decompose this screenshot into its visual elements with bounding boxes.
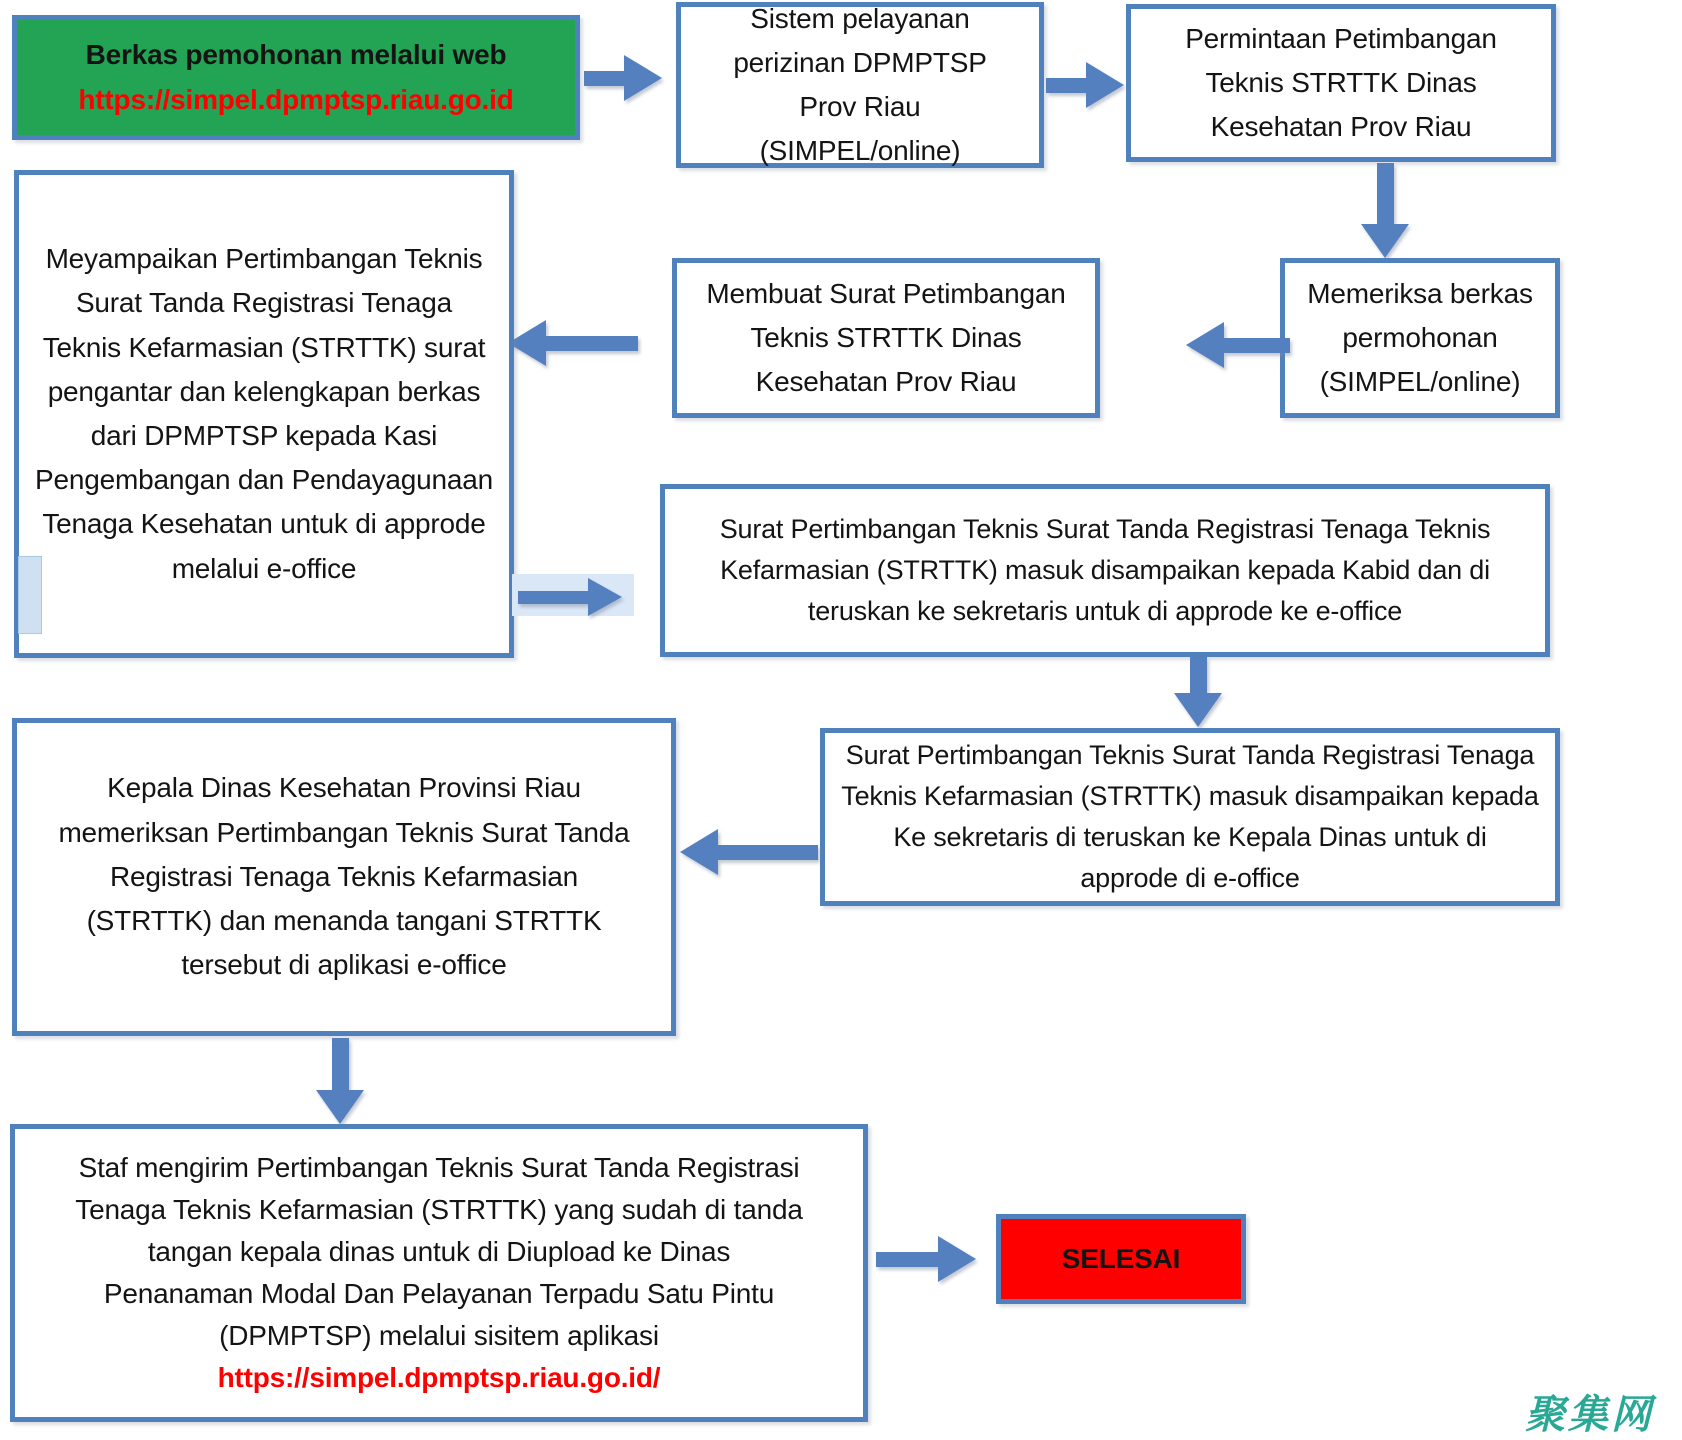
node-memeriksa <box>1280 258 1560 418</box>
arrow-permintaan-to-memeriksa <box>1361 163 1409 258</box>
node-start <box>12 15 580 140</box>
node-permintaan <box>1126 4 1556 162</box>
arrow-stem <box>718 845 818 860</box>
node-surat-kabid <box>660 484 1550 657</box>
node-membuat-label: Membuat Surat Petimbangan Teknis STRTTK Dinas Kesehatan Prov Riau <box>706 277 1066 398</box>
node-meyampaikan-label: Meyampaikan Pertimbangan Teknis Surat Tanda Registrasi Tenaga Teknis Kefarmasian (STRTTK) surat pengantar dan kelengkapan berkas dari DPMPTSP kepada Kasi Pengembangan dan Pendayagunaan Tenaga Kesehatan untuk di approde melalui e-office <box>35 243 493 584</box>
arrow-simpel-to-permintaan <box>1046 62 1124 108</box>
node-kepala-dinas-label: Kepala Dinas Kesehatan Provinsi Riau memeriksan Pertimbangan Teknis Surat Tanda Registrasi Tenaga Teknis Kefarmasian (STRTTK) dan menanda tangani STRTTK tersebut di aplikasi e-office <box>58 772 630 981</box>
arrow-head <box>680 829 718 875</box>
arrow-head <box>1086 62 1124 108</box>
node-staf-url: https://simpel.dpmptsp.riau.go.id/ <box>217 1362 661 1393</box>
node-staf <box>10 1124 868 1422</box>
node-simpel-label: Sistem pelayanan perizinan DPMPTSP Prov Riau (SIMPEL/online) <box>733 2 987 167</box>
selection-artifact-rect <box>18 556 42 634</box>
arrow-head <box>316 1090 364 1124</box>
node-selesai <box>996 1214 1246 1304</box>
node-staf-text <box>15 1147 863 1399</box>
arrow-stem <box>1224 338 1290 353</box>
arrow-kepala-dinas-to-staf <box>316 1038 364 1124</box>
watermark-text: 聚集网 <box>1525 1393 1654 1437</box>
arrow-stem <box>1190 657 1207 693</box>
arrow-stem <box>584 71 624 86</box>
node-surat-sekretaris <box>820 728 1560 906</box>
node-permintaan-label: Permintaan Petimbangan Teknis STRTTK Dinas Kesehatan Prov Riau <box>1185 22 1497 143</box>
node-start-label: Berkas pemohonan melalui web <box>85 39 507 71</box>
arrow-staf-to-selesai <box>876 1236 976 1282</box>
node-surat-kabid-label: Surat Pertimbangan Teknis Surat Tanda Registrasi Tenaga Teknis Kefarmasian (STRTTK) masuk disampaikan kepada Kabid dan di teruskan ke sekretaris untuk di approde ke e-office <box>719 513 1491 627</box>
node-membuat <box>672 258 1100 418</box>
arrow-head <box>938 1236 976 1282</box>
arrow-memeriksa-to-membuat <box>1186 322 1290 368</box>
node-meyampaikan <box>14 170 514 658</box>
node-memeriksa-label: Memeriksa berkas permohonan (SIMPEL/online) <box>1307 277 1533 398</box>
arrow-stem <box>518 591 588 604</box>
arrow-head <box>588 578 622 616</box>
node-start-url: https://simpel.dpmptsp.riau.go.id <box>78 83 514 115</box>
arrow-stem <box>1377 163 1394 224</box>
arrow-stem <box>1046 78 1086 93</box>
arrow-surat-sekretaris-to-kepala-dinas <box>680 829 818 875</box>
arrow-head <box>624 55 662 101</box>
arrow-stem <box>546 336 638 351</box>
arrow-membuat-to-meyampaikan <box>508 320 638 366</box>
arrow-stem <box>876 1252 938 1267</box>
arrow-stem <box>332 1038 349 1090</box>
node-start-text <box>62 33 529 121</box>
arrow-head <box>1174 693 1222 727</box>
node-staf-label: Staf mengirim Pertimbangan Teknis Surat Tanda Registrasi Tenaga Teknis Kefarmasian (STRTTK) yang sudah di tanda tangan kepala dinas untuk di Diupload ke Dinas Penanaman Modal Dan Pelayanan Terpadu Satu Pintu (DPMPTSP) melalui sisitem aplikasi <box>75 1152 803 1351</box>
arrow-meyampaikan-to-surat-kabid <box>518 578 622 616</box>
arrow-head <box>1361 224 1409 258</box>
node-surat-sekretaris-label: Surat Pertimbangan Teknis Surat Tanda Registrasi Tenaga Teknis Kefarmasian (STRTTK) masuk disampaikan kepada Ke sekretaris di teruskan ke Kepala Dinas untuk di approde di e-office <box>841 739 1539 894</box>
arrow-head <box>1186 322 1224 368</box>
arrow-surat-kabid-to-surat-sekretaris <box>1174 657 1222 727</box>
node-selesai-label: SELESAI <box>1061 1242 1181 1274</box>
node-simpel <box>676 2 1044 168</box>
node-kepala-dinas <box>12 718 676 1036</box>
arrow-start-to-simpel <box>584 55 662 101</box>
